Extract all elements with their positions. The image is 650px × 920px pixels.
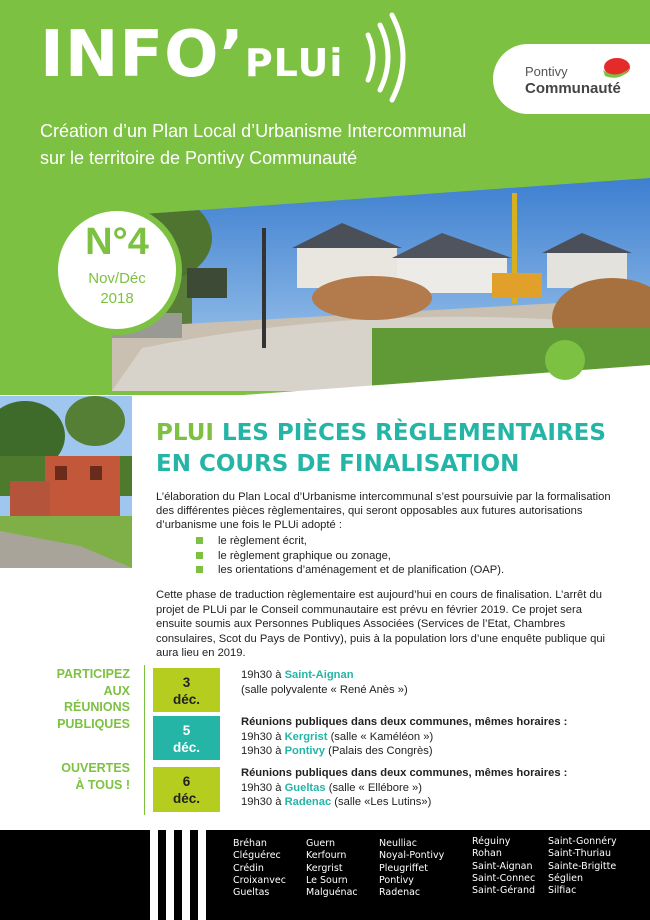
commune-name: Rohan <box>472 848 502 860</box>
invite-line: AUX <box>103 683 130 698</box>
commune-name: Pontivy <box>379 874 414 886</box>
logo-swoosh-icon <box>601 56 631 82</box>
event-town: Gueltas <box>284 781 326 794</box>
logo-text-communaute: Communauté <box>525 80 621 97</box>
communes-column-3 <box>379 838 444 899</box>
list-item <box>196 563 504 578</box>
event-3 <box>241 766 567 810</box>
schedule-divider <box>144 665 145 815</box>
subtitle-line-2: sur le territoire de Pontivy Communauté <box>40 148 358 168</box>
commune-name: Saint-Connec <box>472 872 536 884</box>
commune-name: Guern <box>306 838 335 849</box>
event-place: (Palais des Congrès) <box>324 745 433 757</box>
title-small: PLUi <box>244 41 344 85</box>
sound-waves-icon <box>360 10 420 105</box>
date-badge-3 <box>153 767 220 812</box>
event-place: (salle « Kaméléon ») <box>327 730 434 743</box>
date-month: déc. <box>172 740 200 755</box>
bullet-square-icon <box>196 566 203 573</box>
list-item <box>196 549 504 564</box>
communes-column-5 <box>548 836 617 897</box>
headline-line-1: LES PIÈCES RÈGLEMENTAIRES <box>213 420 606 446</box>
event-time: 19h30 à <box>241 781 285 794</box>
event-town: Saint-Aignan <box>284 669 354 681</box>
event-time: 19h30 à <box>241 745 285 757</box>
headline-prefix: PLUI <box>156 420 214 446</box>
subtitle-line-1: Création d’un Plan Local d’Urbanisme Intercommunal <box>40 121 467 141</box>
article-paragraph-2: Cette phase de traduction règlementaire est aujourd’hui en cours de finalisation. L’arrêt du projet de PLUi par le Conseil communautaire est prévu en février 2019. Ce projet sera ensuite soumis aux Personnes Publiques Associées (Services de l’Etat, Chambres consulaires, Scot du Pays de Pontivy), puis à la population lors d’une enquête publique qui aura lieu en 2019. <box>156 589 606 659</box>
headline-line-2: EN COURS DE FINALISATION <box>156 451 520 477</box>
commune-name: Silfiac <box>548 885 577 897</box>
pontivy-communaute-logo <box>493 44 650 114</box>
bullet-square-icon <box>196 552 203 559</box>
event-town: Radenac <box>284 796 332 808</box>
decorative-dot <box>545 340 585 380</box>
date-day: 5 <box>182 723 191 738</box>
event-place: (salle polyvalente « René Anès ») <box>241 683 408 696</box>
communes-column-2 <box>306 838 358 899</box>
list-item-text: le règlement graphique ou zonage, <box>218 549 391 562</box>
event-time: 19h30 à <box>241 669 285 681</box>
issue-number: N°4 <box>85 221 149 263</box>
list-item-text: les orientations d’aménagement et de planification (OAP). <box>218 564 505 576</box>
title-main: INFO’ <box>40 18 245 92</box>
commune-name: Cléguérec <box>233 850 281 862</box>
event-town: Kergrist <box>284 730 328 743</box>
list-item-text: le règlement écrit, <box>218 535 307 547</box>
date-month: déc. <box>172 692 200 707</box>
commune-name: Neulliac <box>379 838 417 849</box>
commune-name: Kergrist <box>306 862 343 874</box>
commune-name: Saint-Gonnéry <box>548 836 617 847</box>
event-place: (salle «Les Lutins») <box>331 796 432 808</box>
issue-badge <box>52 205 182 335</box>
date-badge-1 <box>153 668 220 712</box>
meetings-open-to-all <box>61 760 130 793</box>
list-item <box>196 534 504 549</box>
open-line: OUVERTES <box>61 761 130 775</box>
date-month: déc. <box>172 791 200 806</box>
commune-name: Noyal-Pontivy <box>379 850 445 862</box>
commune-name: Radenac <box>379 887 421 899</box>
event-header: Réunions publiques dans deux communes, mêmes horaires : <box>241 716 568 728</box>
commune-name: Malguénac <box>306 887 358 899</box>
commune-name: Saint-Gérand <box>472 885 535 897</box>
event-place: (salle « Ellébore ») <box>325 781 422 794</box>
article-headline <box>156 418 606 480</box>
commune-name: Sainte-Brigitte <box>548 860 617 872</box>
footer-stripes <box>150 830 230 920</box>
commune-name: Saint-Aignan <box>472 860 533 872</box>
commune-name: Crédin <box>233 862 264 874</box>
subtitle <box>40 118 466 172</box>
commune-name: Pleugriffet <box>379 862 428 874</box>
brick-house-photo <box>0 396 132 568</box>
issue-year: 2018 <box>100 290 134 307</box>
commune-name: Séglien <box>548 872 584 884</box>
invite-line: PARTICIPEZ <box>56 667 130 681</box>
commune-name: Réguiny <box>472 836 511 847</box>
bullet-square-icon <box>196 537 203 544</box>
event-time: 19h30 à <box>241 796 285 808</box>
article-intro: L’élaboration du Plan Local d’Urbanisme intercommunal s’est poursuivie par la formalisation des différentes pièces règlementaires, qui seront opposables aux futures autorisations d’urbanisme une fois le PLUi adopté : <box>156 491 611 531</box>
commune-name: Le Sourn <box>306 874 348 886</box>
date-badge-2 <box>153 716 220 760</box>
event-1 <box>241 668 408 697</box>
event-header: Réunions publiques dans deux communes, mêmes horaires : <box>241 767 568 779</box>
commune-name: Gueltas <box>233 887 270 899</box>
commune-name: Kerfourn <box>306 850 347 862</box>
event-town: Pontivy <box>284 745 325 757</box>
open-line: À TOUS ! <box>75 777 130 792</box>
commune-name: Croixanvec <box>233 874 286 886</box>
commune-name: Saint-Thuriau <box>548 848 612 860</box>
issue-date <box>58 269 176 309</box>
date-day: 3 <box>182 675 191 690</box>
meetings-invite <box>57 666 130 732</box>
communes-column-1 <box>233 838 286 899</box>
date-day: 6 <box>182 774 191 789</box>
invite-line: PUBLIQUES <box>57 716 130 731</box>
event-2 <box>241 715 567 759</box>
event-time: 19h30 à <box>241 730 285 743</box>
communes-column-4 <box>472 836 535 897</box>
issue-period: Nov/Déc <box>88 270 146 287</box>
commune-name: Bréhan <box>233 838 267 849</box>
bullet-list <box>196 534 504 578</box>
newsletter-title <box>40 18 343 92</box>
logo-text-pontivy: Pontivy <box>525 64 568 79</box>
invite-line: RÉUNIONS <box>64 700 130 714</box>
